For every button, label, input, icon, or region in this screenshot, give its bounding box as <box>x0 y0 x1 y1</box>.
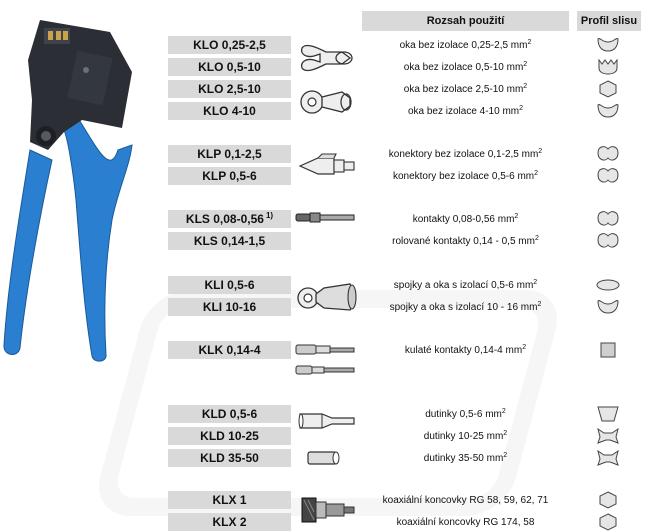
usage-description: koaxiální koncovky RG 174, 58 <box>396 516 535 528</box>
unit-superscript: 2 <box>514 212 519 220</box>
unit-superscript: 2 <box>533 278 538 286</box>
b-profile-icon <box>590 145 626 163</box>
w-profile-icon <box>590 449 626 467</box>
fork-terminal-icon <box>296 36 358 82</box>
u-profile-icon <box>590 36 626 54</box>
product-code: KLX 2 <box>168 513 291 531</box>
flat-connector-icon <box>296 148 358 182</box>
usage-description: oka bez izolace 0,25-2,5 mm $^2$ <box>399 38 532 51</box>
product-code: KLI 0,5-6 <box>168 276 291 294</box>
usage-description: dutinky 10-25 mm $^2$ <box>423 429 508 442</box>
usage-description: kulaté kontakty 0,14-4 mm $^2$ <box>404 343 527 356</box>
unit-superscript: 2 <box>501 407 506 415</box>
usage-description: spojky a oka s izolací 0,5-6 mm $^2$ <box>393 278 538 291</box>
u-profile-icon <box>590 298 626 316</box>
ferrule-icon <box>304 446 344 470</box>
crown-profile-icon <box>590 58 626 76</box>
header-usage: Rozsah použití <box>362 11 569 31</box>
unit-superscript: 2 <box>527 38 532 46</box>
product-code: KLS 0,14-1,5 <box>168 232 291 250</box>
square-profile-icon <box>590 341 626 359</box>
insulated-ring-terminal-icon <box>294 274 358 312</box>
product-code: KLK 0,14-4 <box>168 341 291 359</box>
u-profile-icon <box>590 102 626 120</box>
product-code: KLS 0,08-0,56 $^{1)}$ <box>168 210 291 228</box>
footnote-marker: 1) <box>265 210 274 220</box>
unit-superscript: 2 <box>523 82 528 90</box>
usage-description: kontakty 0,08-0,56 mm $^2$ <box>412 212 519 225</box>
b-profile-icon <box>590 232 626 250</box>
product-code: KLD 0,5-6 <box>168 405 291 423</box>
usage-description: dutinky 35-50 mm $^2$ <box>423 451 508 464</box>
product-code: KLO 0,5-10 <box>168 58 291 76</box>
product-code: KLO 0,25-2,5 <box>168 36 291 54</box>
usage-description: spojky a oka s izolací 10 - 16 mm $^2$ <box>389 300 542 313</box>
product-code: KLD 35-50 <box>168 449 291 467</box>
unit-superscript: 2 <box>503 429 508 437</box>
round-contact-pin-icon <box>294 340 358 380</box>
open-barrel-contact-icon <box>294 208 358 226</box>
usage-description: rolované kontakty 0,14 - 0,5 mm $^2$ <box>392 234 539 247</box>
product-code: KLP 0,5-6 <box>168 167 291 185</box>
usage-description: oka bez izolace 2,5-10 mm $^2$ <box>403 82 528 95</box>
w-profile-icon <box>590 427 626 445</box>
unit-superscript: 2 <box>534 169 539 177</box>
product-code: KLO 4-10 <box>168 102 291 120</box>
product-code: KLO 2,5-10 <box>168 80 291 98</box>
usage-description: oka bez izolace 4-10 mm $^2$ <box>407 104 524 117</box>
usage-description: konektory bez izolace 0,1-2,5 mm $^2$ <box>388 147 543 160</box>
hexagon-profile-icon <box>590 513 626 531</box>
ring-terminal-icon <box>296 80 358 120</box>
usage-description: koaxiální koncovky RG 58, 59, 62, 71 <box>382 494 549 506</box>
insulated-ferrule-icon <box>296 406 358 436</box>
usage-description: dutinky 0,5-6 mm $^2$ <box>425 407 506 420</box>
product-code: KLX 1 <box>168 491 291 509</box>
crimping-pliers-image <box>0 0 170 370</box>
usage-description: oka bez izolace 0,5-10 mm $^2$ <box>403 60 528 73</box>
b-profile-icon <box>590 167 626 185</box>
trapezoid-profile-icon <box>590 405 626 423</box>
unit-superscript: 2 <box>534 234 539 242</box>
unit-superscript: 2 <box>522 343 527 351</box>
product-code: KLI 10-16 <box>168 298 291 316</box>
coaxial-connector-icon <box>294 486 358 530</box>
header-profile: Profil slisu <box>577 11 641 31</box>
unit-superscript: 2 <box>503 451 508 459</box>
unit-superscript: 2 <box>523 60 528 68</box>
oval-profile-icon <box>590 276 626 294</box>
b-profile-icon <box>590 210 626 228</box>
hexagon-profile-icon <box>590 491 626 509</box>
unit-superscript: 2 <box>537 300 542 308</box>
unit-superscript: 2 <box>538 147 543 155</box>
product-code: KLD 10-25 <box>168 427 291 445</box>
hexagon-profile-icon <box>590 80 626 98</box>
product-code: KLP 0,1-2,5 <box>168 145 291 163</box>
unit-superscript: 2 <box>519 104 524 112</box>
usage-description: konektory bez izolace 0,5-6 mm $^2$ <box>392 169 539 182</box>
